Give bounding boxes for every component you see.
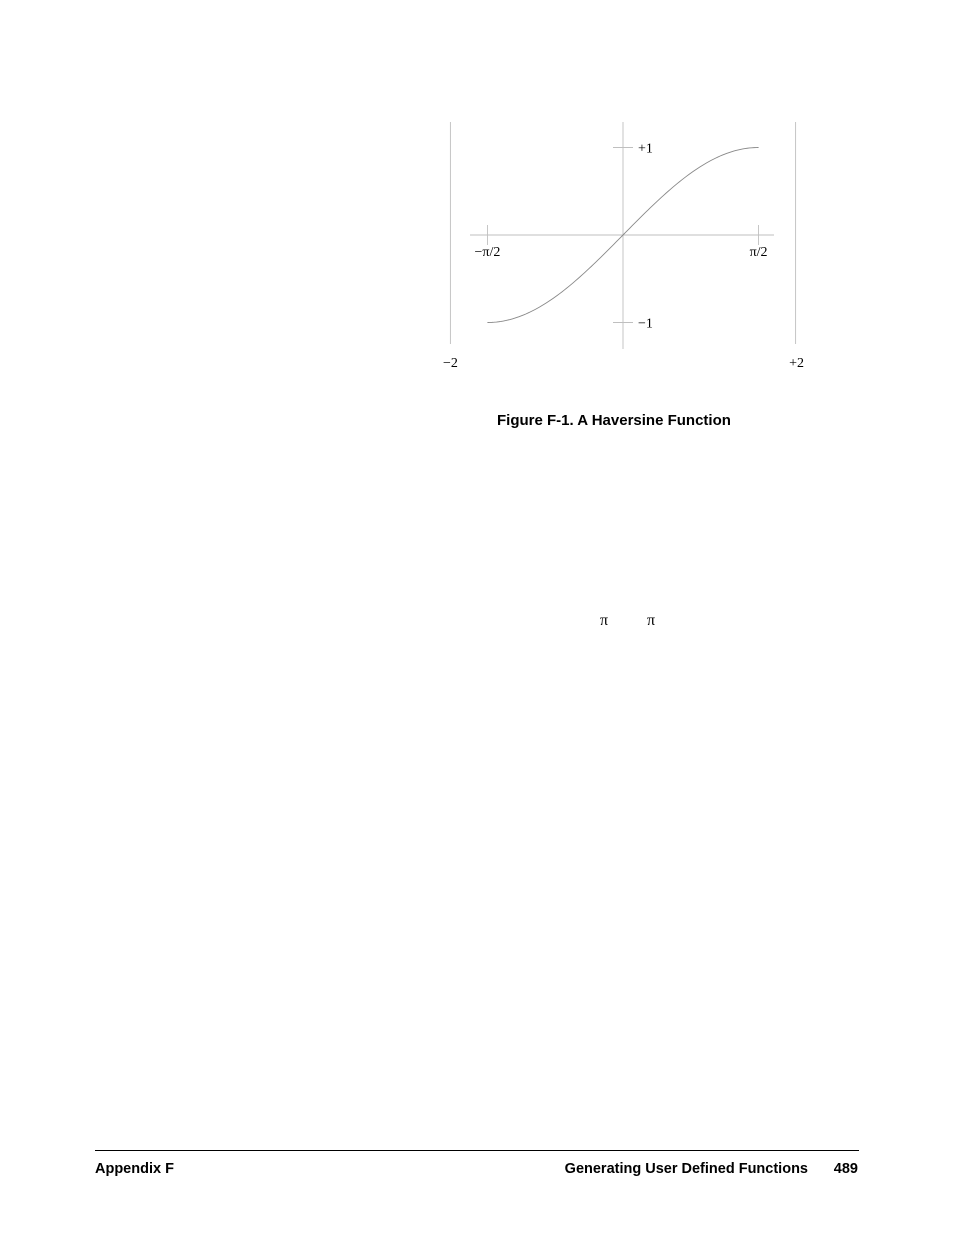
figure-caption: Figure F-1. A Haversine Function [497, 412, 731, 429]
x-tick-label: −π/2 [474, 245, 501, 260]
pi-symbol: π [647, 612, 656, 629]
frame-right-label: +2 [789, 356, 805, 371]
y-tick-label: +1 [638, 141, 653, 157]
frame-left-label: −2 [442, 356, 458, 371]
haversine-figure [0, 0, 954, 400]
footer-title: Generating User Defined Functions [564, 1161, 808, 1177]
x-tick-label: π/2 [749, 245, 768, 260]
page-number: 489 [833, 1161, 858, 1177]
y-tick-label: −1 [638, 316, 653, 332]
pi-symbol: π [600, 612, 609, 629]
footer-rule [95, 1150, 859, 1151]
footer-section: Appendix F [95, 1161, 174, 1177]
